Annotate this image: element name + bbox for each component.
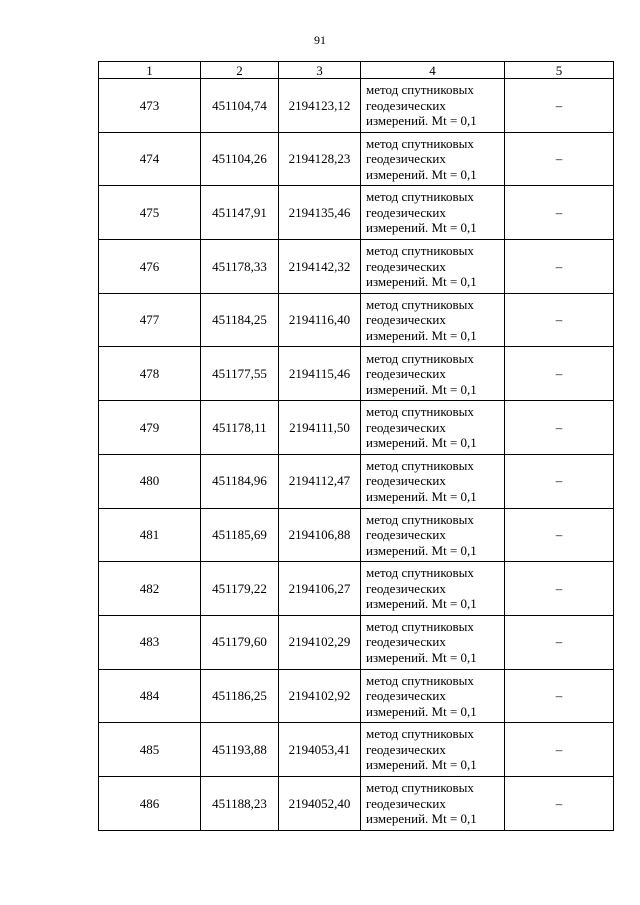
method-line: измерений. Mt = 0,1 xyxy=(366,327,477,343)
table-row xyxy=(99,454,614,508)
coordinate-x-cell: 451147,91 xyxy=(201,186,279,240)
method-cell xyxy=(361,240,505,294)
coordinate-y-cell: 2194052,40 xyxy=(279,776,361,830)
method-line: геодезических xyxy=(366,580,446,596)
method-cell xyxy=(361,508,505,562)
column-5-cell: – xyxy=(505,132,614,186)
column-5-cell: – xyxy=(505,669,614,723)
method-cell xyxy=(361,615,505,669)
table-row xyxy=(99,562,614,616)
method-line: измерений. Mt = 0,1 xyxy=(366,488,477,504)
column-header-3: 3 xyxy=(279,62,361,79)
method-line: геодезических xyxy=(366,97,446,113)
column-5-cell: – xyxy=(505,347,614,401)
method-cell xyxy=(361,347,505,401)
point-number-cell: 482 xyxy=(99,562,201,616)
method-line: геодезических xyxy=(366,473,446,489)
coordinate-y-cell: 2194123,12 xyxy=(279,79,361,133)
column-header-2: 2 xyxy=(201,62,279,79)
table-row xyxy=(99,669,614,723)
method-line: метод спутниковых xyxy=(366,511,474,527)
coordinate-y-cell: 2194102,29 xyxy=(279,615,361,669)
column-header-4: 4 xyxy=(361,62,505,79)
method-line: измерений. Mt = 0,1 xyxy=(366,542,477,558)
coordinate-x-cell: 451184,25 xyxy=(201,293,279,347)
coordinate-y-cell: 2194116,40 xyxy=(279,293,361,347)
method-cell xyxy=(361,293,505,347)
column-5-cell: – xyxy=(505,508,614,562)
method-line: измерений. Mt = 0,1 xyxy=(366,381,477,397)
point-number-cell: 475 xyxy=(99,186,201,240)
method-line: геодезических xyxy=(366,795,446,811)
coordinate-y-cell: 2194115,46 xyxy=(279,347,361,401)
coordinate-x-cell: 451104,74 xyxy=(201,79,279,133)
method-line: метод спутниковых xyxy=(366,135,474,151)
coordinate-y-cell: 2194128,23 xyxy=(279,132,361,186)
method-line: геодезических xyxy=(366,312,446,328)
method-cell xyxy=(361,723,505,777)
method-line: геодезических xyxy=(366,688,446,704)
method-cell xyxy=(361,186,505,240)
coordinate-x-cell: 451179,60 xyxy=(201,615,279,669)
coordinate-y-cell: 2194106,88 xyxy=(279,508,361,562)
method-line: метод спутниковых xyxy=(366,672,474,688)
column-5-cell: – xyxy=(505,79,614,133)
column-5-cell: – xyxy=(505,240,614,294)
coordinate-y-cell: 2194135,46 xyxy=(279,186,361,240)
method-line: измерений. Mt = 0,1 xyxy=(366,435,477,451)
method-line: метод спутниковых xyxy=(366,618,474,634)
method-line: метод спутниковых xyxy=(366,350,474,366)
method-cell xyxy=(361,79,505,133)
method-cell xyxy=(361,454,505,508)
table-row xyxy=(99,293,614,347)
column-5-cell: – xyxy=(505,615,614,669)
column-5-cell: – xyxy=(505,293,614,347)
table-row xyxy=(99,132,614,186)
method-line: метод спутниковых xyxy=(366,189,474,205)
coordinate-y-cell: 2194111,50 xyxy=(279,401,361,455)
column-header-5: 5 xyxy=(505,62,614,79)
coordinate-x-cell: 451104,26 xyxy=(201,132,279,186)
table-header-row xyxy=(99,62,614,79)
coordinate-y-cell: 2194106,27 xyxy=(279,562,361,616)
table-row xyxy=(99,401,614,455)
method-line: геодезических xyxy=(366,741,446,757)
table-row xyxy=(99,79,614,133)
column-5-cell: – xyxy=(505,562,614,616)
method-line: геодезических xyxy=(366,366,446,382)
method-line: геодезических xyxy=(366,258,446,274)
coordinate-x-cell: 451193,88 xyxy=(201,723,279,777)
point-number-cell: 476 xyxy=(99,240,201,294)
method-line: геодезических xyxy=(366,527,446,543)
table-row xyxy=(99,347,614,401)
method-line: метод спутниковых xyxy=(366,565,474,581)
coordinate-x-cell: 451178,33 xyxy=(201,240,279,294)
coordinate-y-cell: 2194112,47 xyxy=(279,454,361,508)
method-line: геодезических xyxy=(366,634,446,650)
table-body xyxy=(99,79,614,831)
table-row xyxy=(99,240,614,294)
method-line: измерений. Mt = 0,1 xyxy=(366,811,477,827)
method-line: геодезических xyxy=(366,419,446,435)
point-number-cell: 477 xyxy=(99,293,201,347)
table-row xyxy=(99,615,614,669)
point-number-cell: 478 xyxy=(99,347,201,401)
method-cell xyxy=(361,776,505,830)
table-row xyxy=(99,723,614,777)
method-cell xyxy=(361,669,505,723)
coordinate-x-cell: 451186,25 xyxy=(201,669,279,723)
method-line: измерений. Mt = 0,1 xyxy=(366,113,477,129)
point-number-cell: 483 xyxy=(99,615,201,669)
method-line: измерений. Mt = 0,1 xyxy=(366,166,477,182)
point-number-cell: 474 xyxy=(99,132,201,186)
point-number-cell: 485 xyxy=(99,723,201,777)
method-cell xyxy=(361,562,505,616)
coordinate-x-cell: 451188,23 xyxy=(201,776,279,830)
method-line: измерений. Mt = 0,1 xyxy=(366,703,477,719)
method-line: метод спутниковых xyxy=(366,296,474,312)
method-line: метод спутниковых xyxy=(366,82,474,98)
column-5-cell: – xyxy=(505,723,614,777)
method-line: геодезических xyxy=(366,204,446,220)
method-cell xyxy=(361,401,505,455)
column-5-cell: – xyxy=(505,454,614,508)
method-line: геодезических xyxy=(366,151,446,167)
point-number-cell: 473 xyxy=(99,79,201,133)
table-row xyxy=(99,508,614,562)
point-number-cell: 481 xyxy=(99,508,201,562)
coordinate-y-cell: 2194053,41 xyxy=(279,723,361,777)
table-row xyxy=(99,186,614,240)
coordinate-y-cell: 2194142,32 xyxy=(279,240,361,294)
method-cell xyxy=(361,132,505,186)
point-number-cell: 484 xyxy=(99,669,201,723)
coordinate-x-cell: 451185,69 xyxy=(201,508,279,562)
method-line: измерений. Mt = 0,1 xyxy=(366,649,477,665)
column-5-cell: – xyxy=(505,776,614,830)
coordinate-x-cell: 451179,22 xyxy=(201,562,279,616)
method-line: метод спутниковых xyxy=(366,726,474,742)
point-number-cell: 486 xyxy=(99,776,201,830)
table-row xyxy=(99,776,614,830)
method-line: измерений. Mt = 0,1 xyxy=(366,757,477,773)
point-number-cell: 480 xyxy=(99,454,201,508)
method-line: измерений. Mt = 0,1 xyxy=(366,274,477,290)
page-number: 91 xyxy=(314,33,326,47)
coordinate-y-cell: 2194102,92 xyxy=(279,669,361,723)
method-line: метод спутниковых xyxy=(366,457,474,473)
column-5-cell: – xyxy=(505,186,614,240)
point-number-cell: 479 xyxy=(99,401,201,455)
method-line: метод спутниковых xyxy=(366,243,474,259)
coordinate-x-cell: 451177,55 xyxy=(201,347,279,401)
method-line: метод спутниковых xyxy=(366,780,474,796)
coordinate-x-cell: 451178,11 xyxy=(201,401,279,455)
method-line: измерений. Mt = 0,1 xyxy=(366,220,477,236)
column-header-1: 1 xyxy=(99,62,201,79)
method-line: метод спутниковых xyxy=(366,404,474,420)
coordinate-x-cell: 451184,96 xyxy=(201,454,279,508)
coordinates-table xyxy=(98,61,614,831)
method-line: измерений. Mt = 0,1 xyxy=(366,596,477,612)
column-5-cell: – xyxy=(505,401,614,455)
